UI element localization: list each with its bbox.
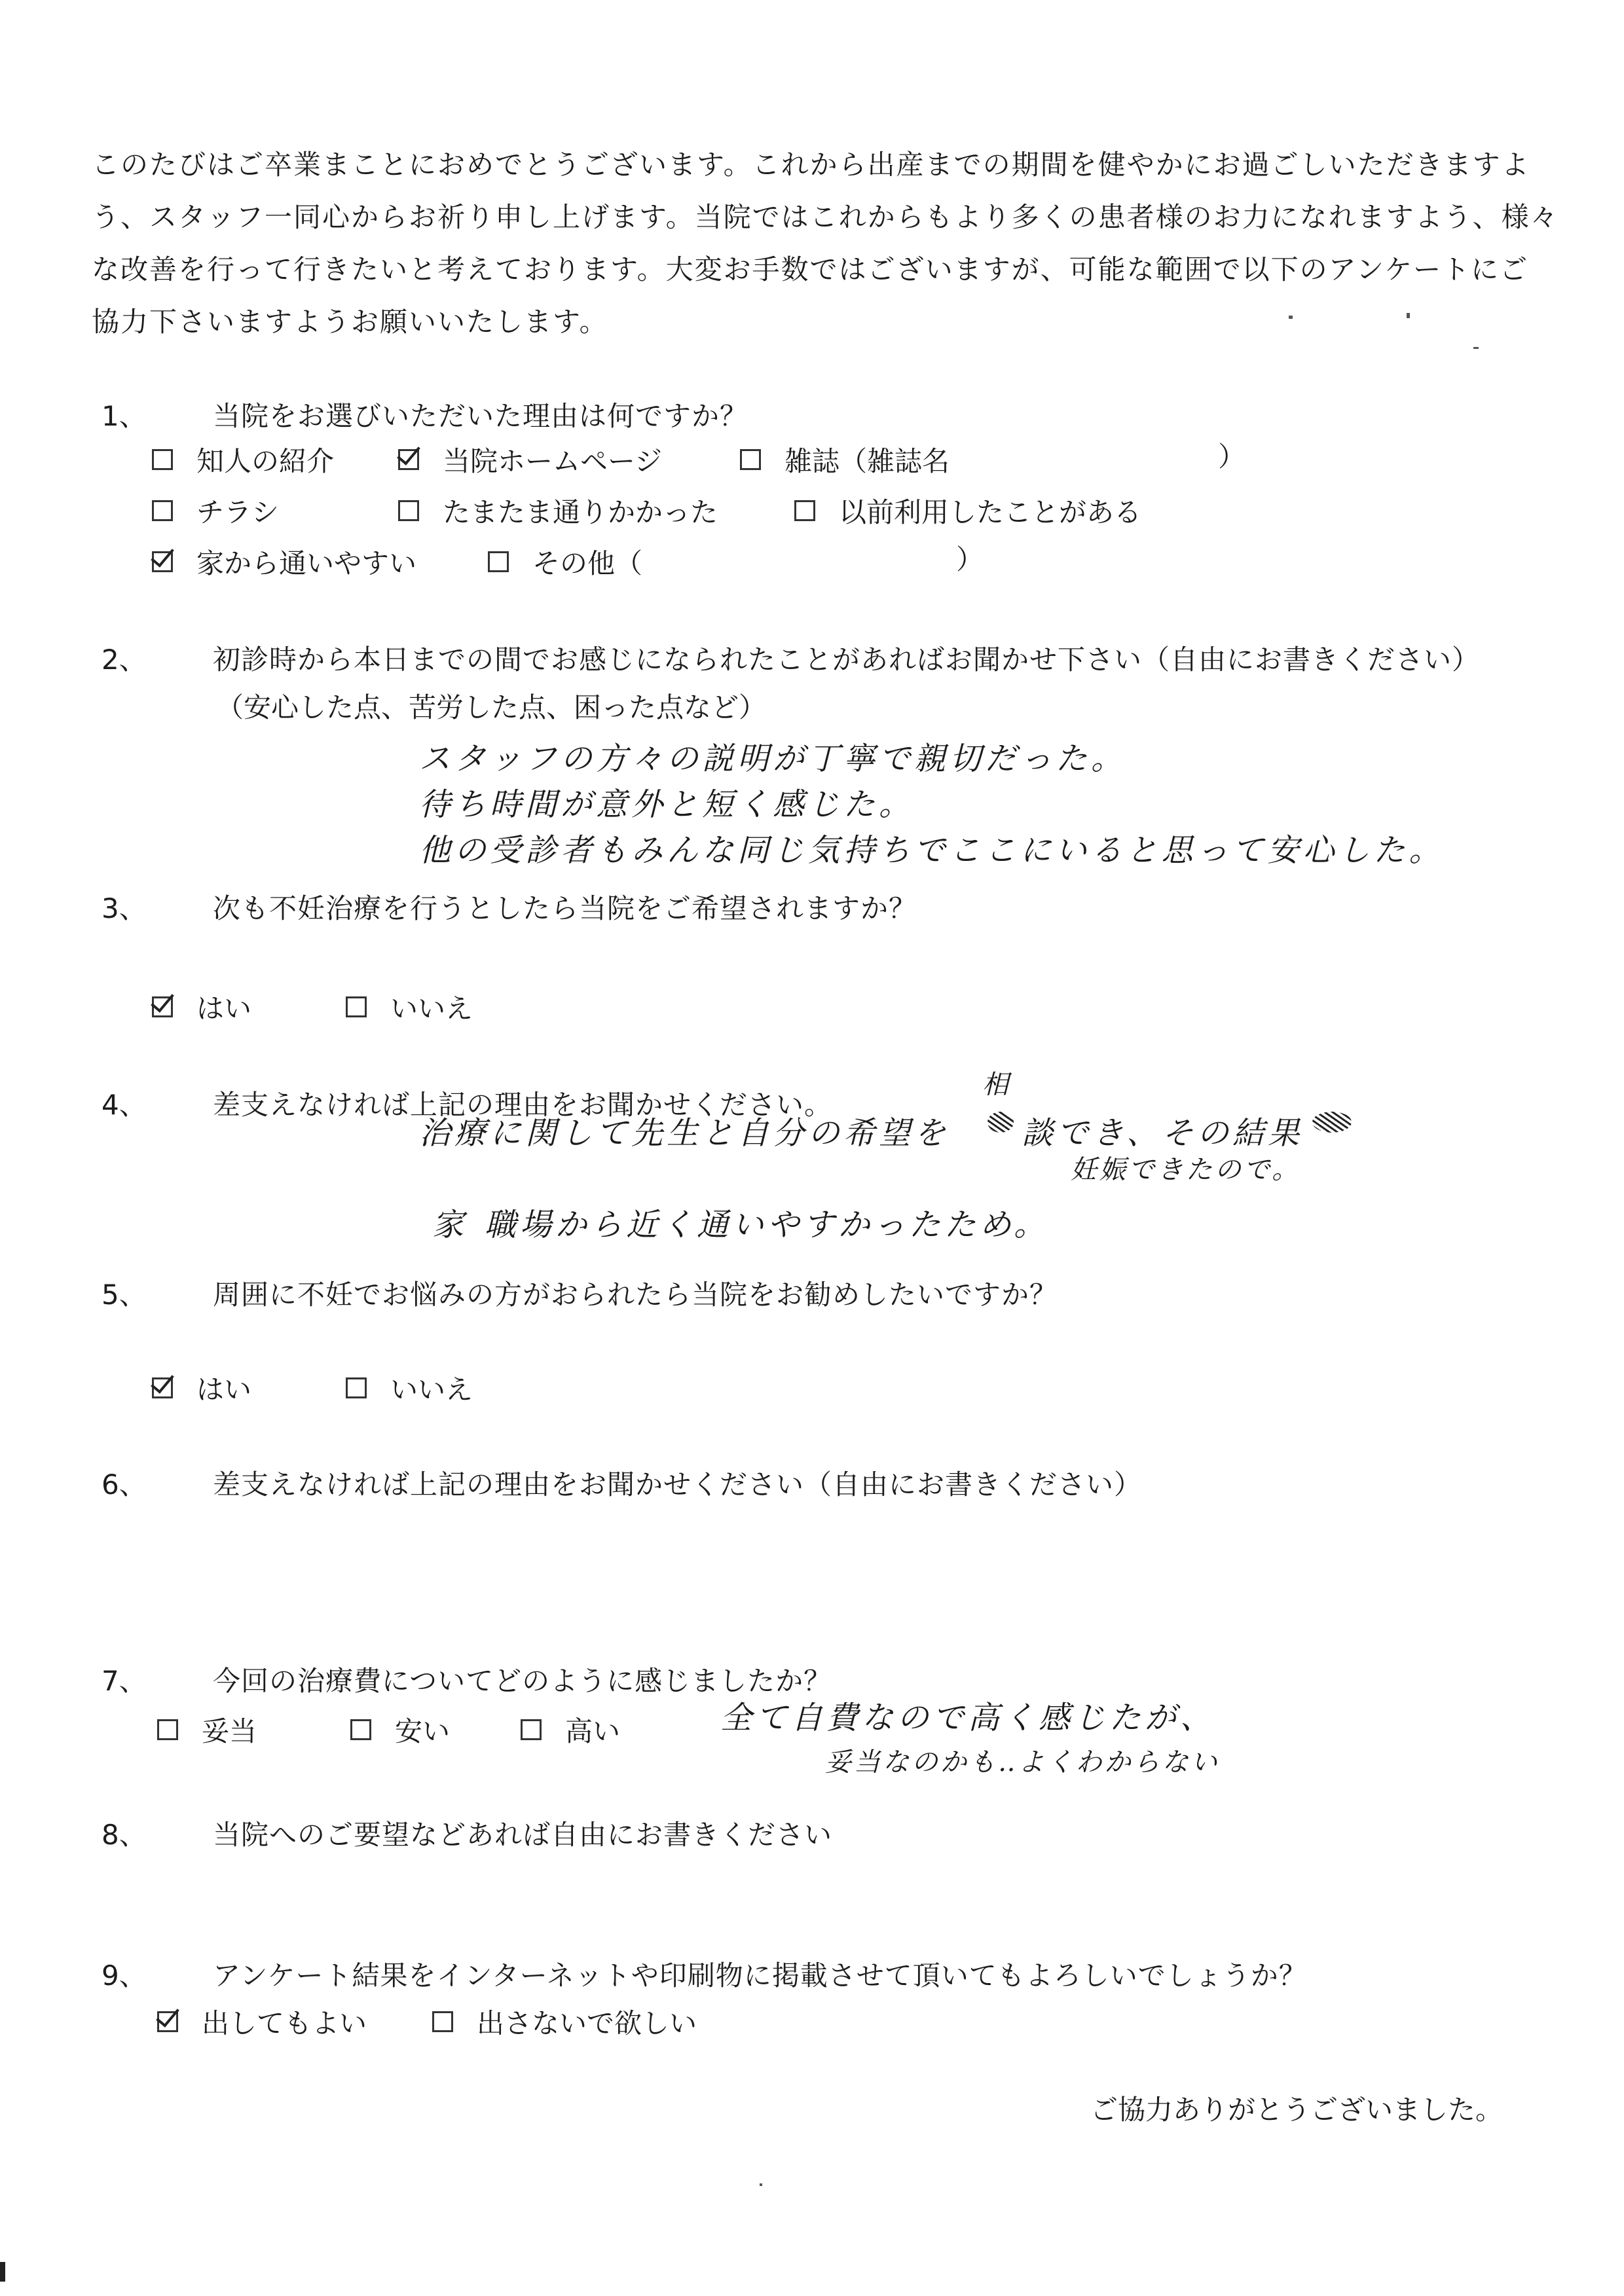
q7-option-cheap[interactable] xyxy=(350,1710,450,1749)
scribble-mark xyxy=(987,1112,1014,1133)
q7-number: 7、 xyxy=(101,1665,147,1697)
option-label: 当院ホームページ xyxy=(443,445,663,477)
q7-answer-line-2: 妥当なのかも‥よくわからない xyxy=(825,1747,1220,1777)
option-label: 高い xyxy=(565,1715,621,1747)
checkbox-checked[interactable] xyxy=(152,1377,173,1398)
checkbox-checked[interactable] xyxy=(152,996,173,1017)
q3-number: 3、 xyxy=(101,892,147,924)
scan-speck xyxy=(1473,347,1479,349)
scan-speck xyxy=(760,2183,762,2186)
closing-thanks: ご協力ありがとうございました。 xyxy=(1090,2094,1504,2126)
intro-line-4: 協力下さいますようお願いいたします。 xyxy=(92,306,608,338)
q5-option-no[interactable] xyxy=(346,1368,473,1408)
checkbox[interactable] xyxy=(152,449,173,470)
q8-number: 8、 xyxy=(101,1819,147,1851)
q5-option-yes[interactable] xyxy=(152,1368,251,1408)
q2-answer-line-1: スタッフの方々の説明が丁寧で親切だった。 xyxy=(419,740,1127,777)
option-label: 出さないで欲しい xyxy=(477,2007,697,2039)
intro-paragraph xyxy=(92,139,1559,348)
q2-answer-line-3: 他の受診者もみんな同じ気持ちでここにいると思って安心した。 xyxy=(419,832,1445,869)
intro-line-1: このたびはご卒業まことにおめでとうございます。これから出産までの期間を健やかにお過ごしいただきますよ xyxy=(92,149,1530,181)
option-label: 知人の紹介 xyxy=(196,445,335,477)
option-label: 安い xyxy=(395,1715,451,1747)
option-label: その他（ xyxy=(532,547,643,579)
q1-option-used-before[interactable] xyxy=(794,491,1141,530)
intro-line-2: う、スタッフ一同心からお祈り申し上げます。当院ではこれからもより多くの患者様のお力になれますよう、様々 xyxy=(92,201,1559,233)
checkbox[interactable] xyxy=(794,500,815,521)
option-label: いいえ xyxy=(390,1374,473,1406)
q6-number: 6、 xyxy=(101,1468,147,1501)
option-label: たまたま通りかかった xyxy=(443,496,718,528)
option-label: 妥当 xyxy=(202,1715,257,1747)
q2-question: 初診時から本日までの間でお感じになられたことがあればお聞かせ下さい（自由にお書きください） xyxy=(213,644,1481,676)
q4-answer-line-2: 妊娠できたので。 xyxy=(1071,1155,1301,1185)
q1-magazine-paren-close: ） xyxy=(1218,441,1246,473)
option-label: 家から通いやすい xyxy=(196,547,417,579)
q1-option-near-home[interactable] xyxy=(152,542,416,581)
q6-question: 差支えなければ上記の理由をお聞かせください（自由にお書きください） xyxy=(213,1468,1143,1501)
option-label: はい xyxy=(196,1374,252,1406)
checkbox[interactable] xyxy=(346,1377,367,1398)
q7-answer-line-1: 全て自費なので高く感じたが、 xyxy=(720,1700,1216,1736)
q2-subtext: （安心した点、苦労した点、困った点など） xyxy=(216,691,767,723)
q5-question: 周囲に不妊でお悩みの方がおられたら当院をお勧めしたいですか？ xyxy=(213,1279,1058,1311)
scan-speck xyxy=(1289,316,1293,319)
scan-edge-mark xyxy=(0,2262,5,2282)
intro-line-3: な改善を行って行きたいと考えております。大変お手数ではございますが、可能な範囲で以下のアンケートにご xyxy=(92,253,1529,285)
q4-answer-line-3a: 家 xyxy=(432,1207,468,1243)
checkbox[interactable] xyxy=(521,1719,542,1740)
q3-option-yes[interactable] xyxy=(152,987,251,1027)
option-label: 雑誌（雑誌名 xyxy=(784,445,950,477)
scan-speck xyxy=(1407,313,1410,318)
checkbox[interactable] xyxy=(432,2011,453,2032)
checkbox-checked[interactable] xyxy=(157,2011,178,2032)
option-label: はい xyxy=(196,993,252,1025)
q7-question: 今回の治療費についてどのように感じましたか？ xyxy=(213,1665,832,1697)
checkbox[interactable] xyxy=(350,1719,371,1740)
q1-option-passing-by[interactable] xyxy=(398,491,718,530)
checkbox[interactable] xyxy=(740,449,761,470)
q2-number: 2、 xyxy=(101,644,147,676)
q4-answer-line-1b: 談でき、その結果 xyxy=(1022,1115,1304,1152)
q2-answer-line-2: 待ち時間が意外と短く感じた。 xyxy=(419,786,915,823)
q4-answer-insert: 相 xyxy=(982,1070,1011,1100)
q1-number: 1、 xyxy=(101,400,147,432)
scribble-mark xyxy=(1312,1112,1352,1133)
q8-question: 当院へのご要望などあれば自由にお書きください xyxy=(213,1819,833,1851)
q1-option-acquaintance[interactable] xyxy=(152,440,334,479)
q9-question: アンケート結果をインターネットや印刷物に掲載させて頂いてもよろしいでしょうか？ xyxy=(213,1959,1307,1992)
q9-option-publish-no[interactable] xyxy=(432,2002,697,2041)
q7-option-expensive[interactable] xyxy=(521,1710,620,1749)
q4-number: 4、 xyxy=(101,1089,147,1121)
q1-other-paren-close: ） xyxy=(956,543,984,575)
q1-option-homepage[interactable] xyxy=(398,440,662,479)
checkbox[interactable] xyxy=(152,500,173,521)
checkbox-checked[interactable] xyxy=(398,449,419,470)
option-label: チラシ xyxy=(196,496,280,528)
q1-option-magazine[interactable] xyxy=(740,440,950,479)
option-label: いいえ xyxy=(390,993,473,1025)
q5-number: 5、 xyxy=(101,1279,147,1311)
checkbox[interactable] xyxy=(488,551,509,572)
checkbox-checked[interactable] xyxy=(152,551,173,572)
q9-number: 9、 xyxy=(101,1959,147,1992)
checkbox[interactable] xyxy=(157,1719,178,1740)
checkbox[interactable] xyxy=(346,996,367,1017)
q3-question: 次も不妊治療を行うとしたら当院をご希望されますか？ xyxy=(213,892,917,924)
q4-answer-line-3b: 職場から近く通いやすかったため。 xyxy=(485,1207,1050,1243)
q1-question: 当院をお選びいただいた理由は何ですか？ xyxy=(213,400,748,432)
option-label: 以前利用したことがある xyxy=(839,496,1142,528)
q9-option-publish-ok[interactable] xyxy=(157,2002,367,2041)
option-label: 出してもよい xyxy=(202,2007,367,2039)
q4-answer-line-1a: 治療に関して先生と自分の希望を xyxy=(419,1115,950,1152)
checkbox[interactable] xyxy=(398,500,419,521)
q1-option-other[interactable] xyxy=(488,542,642,581)
q1-option-flyer[interactable] xyxy=(152,491,279,530)
q4-question: 差支えなければ上記の理由をお聞かせください。 xyxy=(213,1089,833,1121)
q3-option-no[interactable] xyxy=(346,987,473,1027)
q7-option-reasonable[interactable] xyxy=(157,1710,257,1749)
